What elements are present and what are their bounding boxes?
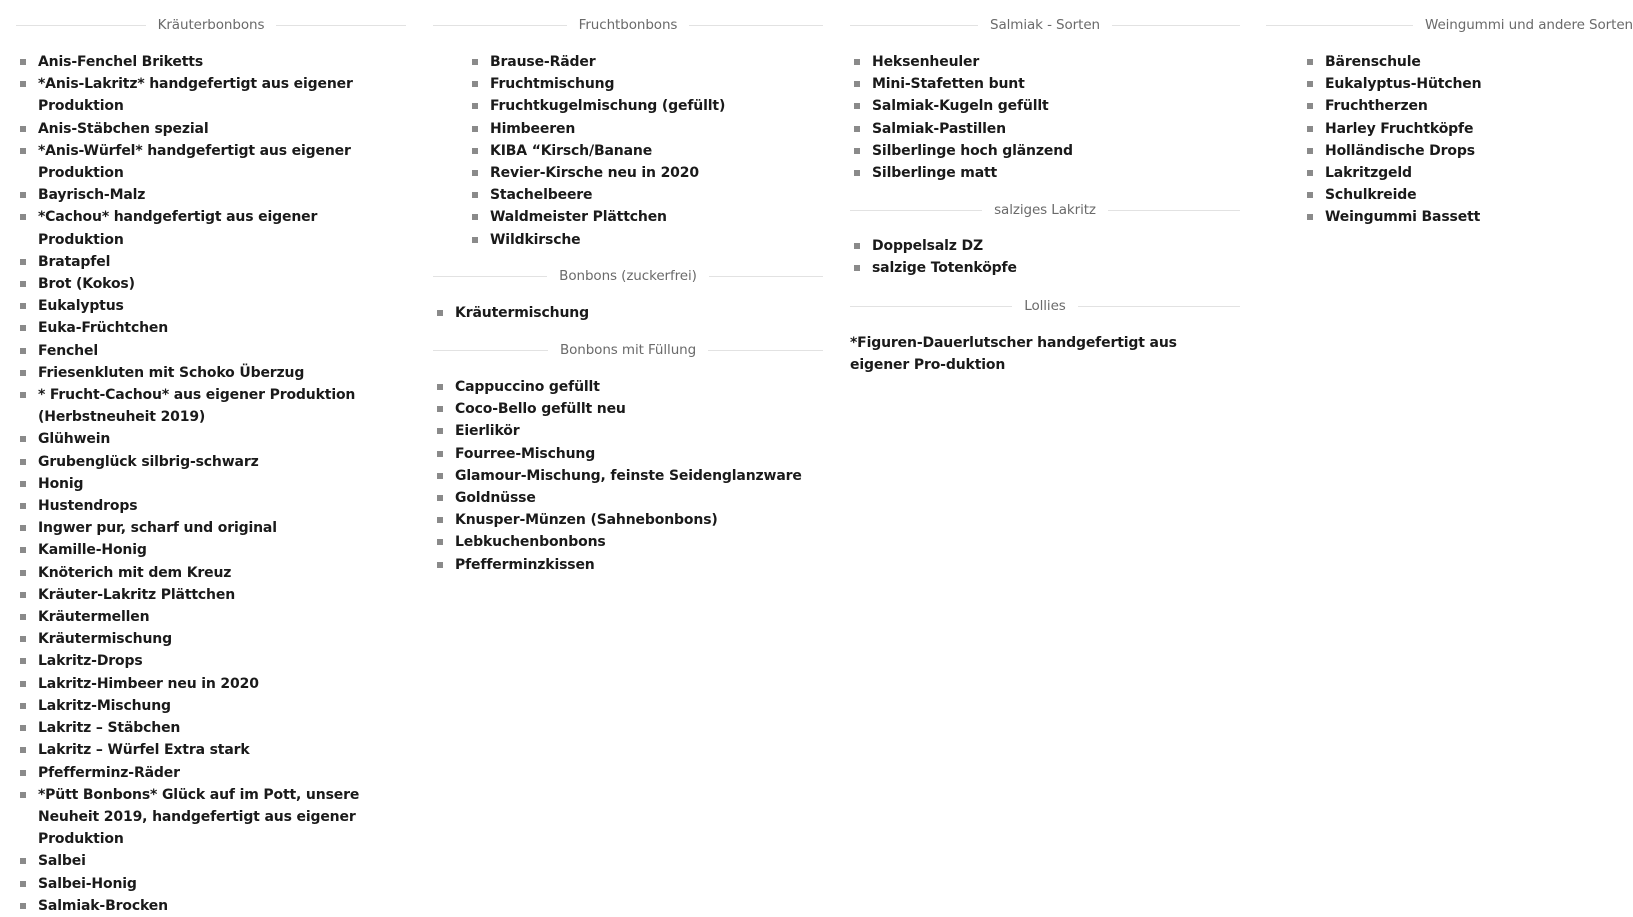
list-item[interactable]: Salbei xyxy=(20,850,396,872)
list-item[interactable]: Stachelbeere xyxy=(472,184,822,206)
list-item[interactable]: Heksenheuler xyxy=(854,51,1239,73)
section-heading-weingummi xyxy=(1266,15,1633,35)
list-item[interactable]: Mini-Stafetten bunt xyxy=(854,73,1239,95)
section-heading-salziges-lakritz xyxy=(850,200,1240,220)
list-item[interactable]: Knöterich mit dem Kreuz xyxy=(20,562,396,584)
divider xyxy=(16,25,146,26)
divider xyxy=(850,306,1012,307)
list-item[interactable]: Silberlinge matt xyxy=(854,162,1239,184)
section-heading-label: Fruchtbonbons xyxy=(578,17,678,33)
list-item[interactable]: *Anis-Würfel* handgefertigt aus eigener Produktion xyxy=(20,140,396,184)
list-item[interactable]: Goldnüsse xyxy=(437,487,822,509)
divider xyxy=(709,276,823,277)
list-item[interactable]: Salmiak-Pastillen xyxy=(854,118,1239,140)
section-heading-salmiak xyxy=(850,15,1240,35)
section-heading-lollies xyxy=(850,296,1240,316)
list-item[interactable]: Weingummi Bassett xyxy=(1307,206,1627,228)
list-item[interactable]: Pfefferminz-Räder xyxy=(20,762,396,784)
list-item[interactable]: Schulkreide xyxy=(1307,184,1627,206)
list-fruchtbonbons xyxy=(472,51,822,251)
list-item[interactable]: Fruchtkugelmischung (gefüllt) xyxy=(472,95,822,117)
list-item[interactable]: Bratapfel xyxy=(20,251,396,273)
list-item[interactable]: Salbei-Honig xyxy=(20,873,396,895)
list-item[interactable]: Kräutermischung xyxy=(20,628,396,650)
list-item[interactable]: Glamour-Mischung, feinste Seidenglanzware xyxy=(437,465,822,487)
list-item[interactable]: Fruchtherzen xyxy=(1307,95,1627,117)
section-heading-kraeuterbonbons xyxy=(16,15,406,35)
list-item[interactable]: Eierlikör xyxy=(437,420,822,442)
list-item[interactable]: Honig xyxy=(20,473,396,495)
list-item[interactable]: Glühwein xyxy=(20,428,396,450)
section-heading-fruchtbonbons xyxy=(433,15,823,35)
section-heading-label: Weingummi und andere Sorten xyxy=(1424,17,1633,33)
divider xyxy=(433,276,547,277)
divider xyxy=(1078,306,1240,307)
list-mit-fuellung xyxy=(437,376,822,576)
list-item[interactable]: Harley Fruchtköpfe xyxy=(1307,118,1627,140)
section-heading-mit-fuellung xyxy=(433,340,823,360)
list-item[interactable]: Lakritz – Stäbchen xyxy=(20,717,396,739)
list-item[interactable]: Pfefferminzkissen xyxy=(437,554,822,576)
list-item[interactable]: Eukalyptus-Hütchen xyxy=(1307,73,1627,95)
divider xyxy=(433,350,548,351)
section-heading-label: Lollies xyxy=(1024,298,1066,314)
list-item[interactable]: Lakritz – Würfel Extra stark xyxy=(20,739,396,761)
list-item[interactable]: Wildkirsche xyxy=(472,229,822,251)
list-item[interactable]: Bärenschule xyxy=(1307,51,1627,73)
divider xyxy=(850,25,978,26)
list-item[interactable]: Friesenkluten mit Schoko Überzug xyxy=(20,362,396,384)
list-item[interactable]: KIBA “Kirsch/Banane xyxy=(472,140,822,162)
list-item[interactable]: Lakritz-Drops xyxy=(20,650,396,672)
list-item[interactable]: Eukalyptus xyxy=(20,295,396,317)
list-item[interactable]: * Frucht-Cachou* aus eigener Produktion (Herbstneuheit 2019) xyxy=(20,384,396,428)
section-heading-label: Bonbons (zuckerfrei) xyxy=(559,268,697,284)
list-item[interactable]: Kamille-Honig xyxy=(20,539,396,561)
list-item[interactable]: Salmiak-Kugeln gefüllt xyxy=(854,95,1239,117)
list-item[interactable]: Hustendrops xyxy=(20,495,396,517)
list-item[interactable]: *Pütt Bonbons* Glück auf im Pott, unsere Neuheit 2019, handgefertigt aus eigener Produktion xyxy=(20,784,396,851)
list-item[interactable]: Bayrisch-Malz xyxy=(20,184,396,206)
section-heading-zuckerfrei xyxy=(433,266,823,286)
section-heading-label: Kräuterbonbons xyxy=(157,17,265,33)
list-item[interactable]: Coco-Bello gefüllt neu xyxy=(437,398,822,420)
divider xyxy=(708,350,823,351)
list-item[interactable]: salzige Totenköpfe xyxy=(854,257,1239,279)
list-item[interactable]: Fourree-Mischung xyxy=(437,443,822,465)
divider xyxy=(433,25,567,26)
list-item[interactable]: Kräuter-Lakritz Plättchen xyxy=(20,584,396,606)
list-item[interactable]: Anis-Fenchel Briketts xyxy=(20,51,396,73)
list-item[interactable]: Grubenglück silbrig-schwarz xyxy=(20,451,396,473)
divider xyxy=(1266,25,1413,26)
list-item[interactable]: Brot (Kokos) xyxy=(20,273,396,295)
list-item[interactable]: Silberlinge hoch glänzend xyxy=(854,140,1239,162)
divider xyxy=(1108,210,1240,211)
list-item[interactable]: Revier-Kirsche neu in 2020 xyxy=(472,162,822,184)
list-item[interactable]: Euka-Früchtchen xyxy=(20,317,396,339)
list-item[interactable]: Doppelsalz DZ xyxy=(854,235,1239,257)
list-zuckerfrei xyxy=(437,302,822,324)
list-item[interactable]: Fenchel xyxy=(20,340,396,362)
divider xyxy=(1112,25,1240,26)
lollies-text: *Figuren-Dauerlutscher handgefertigt aus eigener Pro-duktion xyxy=(850,335,1177,374)
list-item[interactable]: Lakritz-Himbeer neu in 2020 xyxy=(20,673,396,695)
list-item[interactable]: Himbeeren xyxy=(472,118,822,140)
list-item[interactable]: Kräutermischung xyxy=(437,302,822,324)
list-item[interactable]: *Anis-Lakritz* handgefertigt aus eigener Produktion xyxy=(20,73,396,117)
list-item[interactable]: Waldmeister Plättchen xyxy=(472,206,822,228)
list-item[interactable]: *Cachou* handgefertigt aus eigener Produktion xyxy=(20,206,396,250)
divider xyxy=(850,210,982,211)
list-item[interactable]: Ingwer pur, scharf und original xyxy=(20,517,396,539)
divider xyxy=(276,25,406,26)
section-heading-label: Salmiak - Sorten xyxy=(990,17,1100,33)
list-item[interactable]: Knusper-Münzen (Sahnebonbons) xyxy=(437,509,822,531)
list-item[interactable]: Brause-Räder xyxy=(472,51,822,73)
list-item[interactable]: Fruchtmischung xyxy=(472,73,822,95)
list-weingummi xyxy=(1307,51,1627,229)
list-item[interactable]: Anis-Stäbchen spezial xyxy=(20,118,396,140)
list-item[interactable]: Lebkuchenbonbons xyxy=(437,531,822,553)
section-heading-label: salziges Lakritz xyxy=(994,202,1096,218)
list-item[interactable]: Cappuccino gefüllt xyxy=(437,376,822,398)
list-item[interactable]: Holländische Drops xyxy=(1307,140,1627,162)
list-salmiak xyxy=(854,51,1239,184)
list-kraeuterbonbons xyxy=(20,51,396,917)
list-item[interactable]: Kräutermellen xyxy=(20,606,396,628)
list-item[interactable]: Lakritz-Mischung xyxy=(20,695,396,717)
divider xyxy=(689,25,823,26)
list-item[interactable]: Lakritzgeld xyxy=(1307,162,1627,184)
list-salziges-lakritz xyxy=(854,235,1239,279)
list-item[interactable]: Salmiak-Brocken xyxy=(20,895,396,917)
section-heading-label: Bonbons mit Füllung xyxy=(559,342,697,358)
